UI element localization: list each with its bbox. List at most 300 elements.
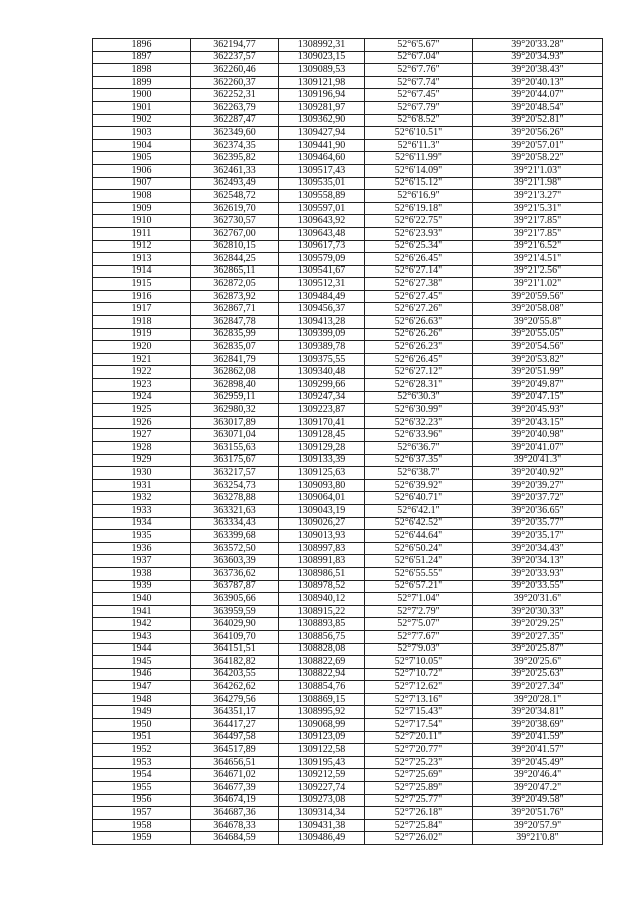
- x-coordinate-cell: 362862,08: [191, 366, 279, 379]
- latitude-cell: 52°7'12.62": [365, 681, 473, 694]
- x-coordinate-cell: 364656,51: [191, 756, 279, 769]
- latitude-cell: 52°7'25.84": [365, 819, 473, 832]
- y-coordinate-cell: 1309196,94: [279, 89, 365, 102]
- point-number-cell: 1918: [93, 316, 191, 329]
- x-coordinate-cell: 364517,89: [191, 744, 279, 757]
- point-number-cell: 1896: [93, 39, 191, 52]
- x-coordinate-cell: 362349,60: [191, 127, 279, 140]
- table-row: [93, 605, 603, 618]
- x-coordinate-cell: 363155,63: [191, 442, 279, 455]
- latitude-cell: 52°6'44.64": [365, 530, 473, 543]
- x-coordinate-cell: 362252,31: [191, 89, 279, 102]
- y-coordinate-cell: 1309227,74: [279, 782, 365, 795]
- table-row: [93, 164, 603, 177]
- table-row: [93, 190, 603, 203]
- longitude-cell: 39°20'40.13": [473, 76, 603, 89]
- longitude-cell: 39°20'53.82": [473, 353, 603, 366]
- table-row: [93, 693, 603, 706]
- y-coordinate-cell: 1309517,43: [279, 164, 365, 177]
- table-row: [93, 391, 603, 404]
- table-row: [93, 467, 603, 480]
- x-coordinate-cell: 363278,88: [191, 492, 279, 505]
- longitude-cell: 39°20'49.58": [473, 794, 603, 807]
- table-row: [93, 442, 603, 455]
- y-coordinate-cell: 1309128,45: [279, 429, 365, 442]
- table-row: [93, 202, 603, 215]
- longitude-cell: 39°20'35.17": [473, 530, 603, 543]
- x-coordinate-cell: 364671,02: [191, 769, 279, 782]
- latitude-cell: 52°6'8.52": [365, 114, 473, 127]
- y-coordinate-cell: 1309043,19: [279, 504, 365, 517]
- y-coordinate-cell: 1308828,08: [279, 643, 365, 656]
- x-coordinate-cell: 364029,90: [191, 618, 279, 631]
- y-coordinate-cell: 1309456,37: [279, 303, 365, 316]
- x-coordinate-cell: 362260,37: [191, 76, 279, 89]
- point-number-cell: 1942: [93, 618, 191, 631]
- point-number-cell: 1903: [93, 127, 191, 140]
- y-coordinate-cell: 1309441,90: [279, 139, 365, 152]
- x-coordinate-cell: 364279,56: [191, 693, 279, 706]
- latitude-cell: 52°6'11.3": [365, 139, 473, 152]
- latitude-cell: 52°6'7.04": [365, 51, 473, 64]
- y-coordinate-cell: 1309026,27: [279, 517, 365, 530]
- x-coordinate-cell: 362730,57: [191, 215, 279, 228]
- coordinates-table: [92, 38, 603, 845]
- x-coordinate-cell: 362847,78: [191, 316, 279, 329]
- latitude-cell: 52°7'7.67": [365, 630, 473, 643]
- x-coordinate-cell: 363321,63: [191, 504, 279, 517]
- longitude-cell: 39°21'6.52": [473, 240, 603, 253]
- x-coordinate-cell: 362287,47: [191, 114, 279, 127]
- table-row: [93, 429, 603, 442]
- y-coordinate-cell: 1309512,31: [279, 278, 365, 291]
- longitude-cell: 39°20'46.4": [473, 769, 603, 782]
- point-number-cell: 1946: [93, 668, 191, 681]
- latitude-cell: 52°7'15.43": [365, 706, 473, 719]
- latitude-cell: 52°6'30.99": [365, 404, 473, 417]
- table-row: [93, 353, 603, 366]
- longitude-cell: 39°20'29.25": [473, 618, 603, 631]
- longitude-cell: 39°20'58.22": [473, 152, 603, 165]
- x-coordinate-cell: 362260,46: [191, 64, 279, 77]
- table-row: [93, 253, 603, 266]
- table-row: [93, 819, 603, 832]
- x-coordinate-cell: 362395,82: [191, 152, 279, 165]
- latitude-cell: 52°6'23.93": [365, 227, 473, 240]
- latitude-cell: 52°6'15.12": [365, 177, 473, 190]
- longitude-cell: 39°21'7.85": [473, 215, 603, 228]
- point-number-cell: 1937: [93, 555, 191, 568]
- point-number-cell: 1928: [93, 442, 191, 455]
- table-row: [93, 542, 603, 555]
- latitude-cell: 52°7'2.79": [365, 605, 473, 618]
- x-coordinate-cell: 363787,87: [191, 580, 279, 593]
- x-coordinate-cell: 363959,59: [191, 605, 279, 618]
- point-number-cell: 1956: [93, 794, 191, 807]
- latitude-cell: 52°7'5.07": [365, 618, 473, 631]
- point-number-cell: 1924: [93, 391, 191, 404]
- longitude-cell: 39°20'27.35": [473, 630, 603, 643]
- x-coordinate-cell: 362835,99: [191, 328, 279, 341]
- latitude-cell: 52°6'42.52": [365, 517, 473, 530]
- longitude-cell: 39°20'48.54": [473, 101, 603, 114]
- latitude-cell: 52°6'10.51": [365, 127, 473, 140]
- x-coordinate-cell: 363217,57: [191, 467, 279, 480]
- y-coordinate-cell: 1309375,55: [279, 353, 365, 366]
- table-row: [93, 555, 603, 568]
- point-number-cell: 1952: [93, 744, 191, 757]
- x-coordinate-cell: 362980,32: [191, 404, 279, 417]
- point-number-cell: 1948: [93, 693, 191, 706]
- point-number-cell: 1897: [93, 51, 191, 64]
- y-coordinate-cell: 1309597,01: [279, 202, 365, 215]
- longitude-cell: 39°20'41.59": [473, 731, 603, 744]
- table-row: [93, 731, 603, 744]
- latitude-cell: 52°6'7.79": [365, 101, 473, 114]
- latitude-cell: 52°6'40.71": [365, 492, 473, 505]
- point-number-cell: 1934: [93, 517, 191, 530]
- table-row: [93, 504, 603, 517]
- point-number-cell: 1957: [93, 807, 191, 820]
- y-coordinate-cell: 1309013,93: [279, 530, 365, 543]
- y-coordinate-cell: 1308986,51: [279, 567, 365, 580]
- longitude-cell: 39°20'49.87": [473, 379, 603, 392]
- table-row: [93, 719, 603, 732]
- longitude-cell: 39°20'25.87": [473, 643, 603, 656]
- table-row: [93, 152, 603, 165]
- x-coordinate-cell: 362194,77: [191, 39, 279, 52]
- table-row: [93, 668, 603, 681]
- table-row: [93, 227, 603, 240]
- table-row: [93, 492, 603, 505]
- y-coordinate-cell: 1309431,38: [279, 819, 365, 832]
- latitude-cell: 52°7'10.72": [365, 668, 473, 681]
- x-coordinate-cell: 364262,62: [191, 681, 279, 694]
- longitude-cell: 39°20'27.34": [473, 681, 603, 694]
- latitude-cell: 52°7'10.05": [365, 656, 473, 669]
- x-coordinate-cell: 363572,50: [191, 542, 279, 555]
- point-number-cell: 1945: [93, 656, 191, 669]
- y-coordinate-cell: 1308854,76: [279, 681, 365, 694]
- y-coordinate-cell: 1309558,89: [279, 190, 365, 203]
- table-row: [93, 127, 603, 140]
- latitude-cell: 52°6'38.7": [365, 467, 473, 480]
- table-row: [93, 278, 603, 291]
- x-coordinate-cell: 363071,04: [191, 429, 279, 442]
- point-number-cell: 1908: [93, 190, 191, 203]
- x-coordinate-cell: 362865,11: [191, 265, 279, 278]
- y-coordinate-cell: 1309643,92: [279, 215, 365, 228]
- latitude-cell: 52°6'42.1": [365, 504, 473, 517]
- point-number-cell: 1926: [93, 416, 191, 429]
- latitude-cell: 52°6'25.34": [365, 240, 473, 253]
- latitude-cell: 52°7'25.23": [365, 756, 473, 769]
- point-number-cell: 1904: [93, 139, 191, 152]
- x-coordinate-cell: 362548,72: [191, 190, 279, 203]
- latitude-cell: 52°6'7.45": [365, 89, 473, 102]
- y-coordinate-cell: 1309195,43: [279, 756, 365, 769]
- coordinates-table-body: [93, 39, 603, 845]
- point-number-cell: 1909: [93, 202, 191, 215]
- point-number-cell: 1947: [93, 681, 191, 694]
- y-coordinate-cell: 1309122,58: [279, 744, 365, 757]
- latitude-cell: 52°6'51.24": [365, 555, 473, 568]
- x-coordinate-cell: 362844,25: [191, 253, 279, 266]
- point-number-cell: 1941: [93, 605, 191, 618]
- longitude-cell: 39°20'31.6": [473, 593, 603, 606]
- longitude-cell: 39°21'1.98": [473, 177, 603, 190]
- longitude-cell: 39°20'45.49": [473, 756, 603, 769]
- point-number-cell: 1927: [93, 429, 191, 442]
- point-number-cell: 1905: [93, 152, 191, 165]
- table-row: [93, 656, 603, 669]
- longitude-cell: 39°20'55.8": [473, 316, 603, 329]
- x-coordinate-cell: 362810,15: [191, 240, 279, 253]
- latitude-cell: 52°7'9.03": [365, 643, 473, 656]
- point-number-cell: 1915: [93, 278, 191, 291]
- y-coordinate-cell: 1309133,39: [279, 454, 365, 467]
- y-coordinate-cell: 1309535,01: [279, 177, 365, 190]
- point-number-cell: 1898: [93, 64, 191, 77]
- longitude-cell: 39°20'41.3": [473, 454, 603, 467]
- x-coordinate-cell: 364417,27: [191, 719, 279, 732]
- y-coordinate-cell: 1308997,83: [279, 542, 365, 555]
- longitude-cell: 39°20'47.2": [473, 782, 603, 795]
- longitude-cell: 39°20'51.99": [473, 366, 603, 379]
- y-coordinate-cell: 1308869,15: [279, 693, 365, 706]
- latitude-cell: 52°6'27.26": [365, 303, 473, 316]
- x-coordinate-cell: 363603,39: [191, 555, 279, 568]
- table-row: [93, 139, 603, 152]
- longitude-cell: 39°20'35.77": [473, 517, 603, 530]
- x-coordinate-cell: 364678,33: [191, 819, 279, 832]
- table-row: [93, 794, 603, 807]
- longitude-cell: 39°20'33.93": [473, 567, 603, 580]
- longitude-cell: 39°20'25.63": [473, 668, 603, 681]
- longitude-cell: 39°20'33.55": [473, 580, 603, 593]
- x-coordinate-cell: 363175,67: [191, 454, 279, 467]
- y-coordinate-cell: 1308940,12: [279, 593, 365, 606]
- table-row: [93, 215, 603, 228]
- point-number-cell: 1932: [93, 492, 191, 505]
- y-coordinate-cell: 1309281,97: [279, 101, 365, 114]
- point-number-cell: 1944: [93, 643, 191, 656]
- x-coordinate-cell: 364497,58: [191, 731, 279, 744]
- y-coordinate-cell: 1309170,41: [279, 416, 365, 429]
- x-coordinate-cell: 364351,17: [191, 706, 279, 719]
- x-coordinate-cell: 362841,79: [191, 353, 279, 366]
- y-coordinate-cell: 1308822,69: [279, 656, 365, 669]
- latitude-cell: 52°6'28.31": [365, 379, 473, 392]
- table-row: [93, 51, 603, 64]
- x-coordinate-cell: 364182,82: [191, 656, 279, 669]
- point-number-cell: 1955: [93, 782, 191, 795]
- latitude-cell: 52°7'20.11": [365, 731, 473, 744]
- point-number-cell: 1938: [93, 567, 191, 580]
- x-coordinate-cell: 362898,40: [191, 379, 279, 392]
- point-number-cell: 1950: [93, 719, 191, 732]
- latitude-cell: 52°6'27.45": [365, 290, 473, 303]
- table-row: [93, 643, 603, 656]
- point-number-cell: 1922: [93, 366, 191, 379]
- y-coordinate-cell: 1308893,85: [279, 618, 365, 631]
- table-row: [93, 64, 603, 77]
- latitude-cell: 52°6'26.26": [365, 328, 473, 341]
- point-number-cell: 1906: [93, 164, 191, 177]
- table-row: [93, 39, 603, 52]
- y-coordinate-cell: 1309093,80: [279, 479, 365, 492]
- y-coordinate-cell: 1309340,48: [279, 366, 365, 379]
- point-number-cell: 1913: [93, 253, 191, 266]
- table-row: [93, 404, 603, 417]
- x-coordinate-cell: 362461,33: [191, 164, 279, 177]
- longitude-cell: 39°20'40.92": [473, 467, 603, 480]
- x-coordinate-cell: 364203,55: [191, 668, 279, 681]
- point-number-cell: 1916: [93, 290, 191, 303]
- y-coordinate-cell: 1309541,67: [279, 265, 365, 278]
- longitude-cell: 39°20'38.43": [473, 64, 603, 77]
- y-coordinate-cell: 1309314,34: [279, 807, 365, 820]
- y-coordinate-cell: 1309089,53: [279, 64, 365, 77]
- latitude-cell: 52°7'20.77": [365, 744, 473, 757]
- y-coordinate-cell: 1308995,92: [279, 706, 365, 719]
- latitude-cell: 52°6'11.99": [365, 152, 473, 165]
- point-number-cell: 1920: [93, 341, 191, 354]
- x-coordinate-cell: 362374,35: [191, 139, 279, 152]
- longitude-cell: 39°20'34.81": [473, 706, 603, 719]
- y-coordinate-cell: 1308992,31: [279, 39, 365, 52]
- table-row: [93, 240, 603, 253]
- y-coordinate-cell: 1309299,66: [279, 379, 365, 392]
- latitude-cell: 52°6'26.45": [365, 353, 473, 366]
- longitude-cell: 39°20'57.9": [473, 819, 603, 832]
- latitude-cell: 52°7'13.16": [365, 693, 473, 706]
- x-coordinate-cell: 362767,00: [191, 227, 279, 240]
- latitude-cell: 52°7'25.77": [365, 794, 473, 807]
- table-row: [93, 316, 603, 329]
- longitude-cell: 39°20'34.43": [473, 542, 603, 555]
- point-number-cell: 1930: [93, 467, 191, 480]
- latitude-cell: 52°6'50.24": [365, 542, 473, 555]
- longitude-cell: 39°20'45.93": [473, 404, 603, 417]
- point-number-cell: 1936: [93, 542, 191, 555]
- table-row: [93, 303, 603, 316]
- table-row: [93, 681, 603, 694]
- point-number-cell: 1914: [93, 265, 191, 278]
- y-coordinate-cell: 1308991,83: [279, 555, 365, 568]
- y-coordinate-cell: 1309068,99: [279, 719, 365, 732]
- table-row: [93, 706, 603, 719]
- x-coordinate-cell: 364684,59: [191, 832, 279, 845]
- latitude-cell: 52°6'57.21": [365, 580, 473, 593]
- table-row: [93, 341, 603, 354]
- table-row: [93, 832, 603, 845]
- longitude-cell: 39°21'2.56": [473, 265, 603, 278]
- table-row: [93, 618, 603, 631]
- latitude-cell: 52°6'30.3": [365, 391, 473, 404]
- longitude-cell: 39°20'37.72": [473, 492, 603, 505]
- y-coordinate-cell: 1309273,08: [279, 794, 365, 807]
- x-coordinate-cell: 364151,51: [191, 643, 279, 656]
- y-coordinate-cell: 1308822,94: [279, 668, 365, 681]
- longitude-cell: 39°20'52.81": [473, 114, 603, 127]
- longitude-cell: 39°20'36.65": [473, 504, 603, 517]
- longitude-cell: 39°21'1.02": [473, 278, 603, 291]
- table-row: [93, 114, 603, 127]
- x-coordinate-cell: 362867,71: [191, 303, 279, 316]
- point-number-cell: 1921: [93, 353, 191, 366]
- longitude-cell: 39°20'33.28": [473, 39, 603, 52]
- longitude-cell: 39°20'30.33": [473, 605, 603, 618]
- longitude-cell: 39°20'38.69": [473, 719, 603, 732]
- point-number-cell: 1923: [93, 379, 191, 392]
- longitude-cell: 39°20'44.07": [473, 89, 603, 102]
- longitude-cell: 39°20'59.56": [473, 290, 603, 303]
- table-row: [93, 76, 603, 89]
- x-coordinate-cell: 364109,70: [191, 630, 279, 643]
- latitude-cell: 52°6'14.09": [365, 164, 473, 177]
- point-number-cell: 1925: [93, 404, 191, 417]
- y-coordinate-cell: 1309064,01: [279, 492, 365, 505]
- y-coordinate-cell: 1309413,28: [279, 316, 365, 329]
- latitude-cell: 52°6'26.45": [365, 253, 473, 266]
- y-coordinate-cell: 1309247,34: [279, 391, 365, 404]
- point-number-cell: 1929: [93, 454, 191, 467]
- x-coordinate-cell: 363334,43: [191, 517, 279, 530]
- y-coordinate-cell: 1309617,73: [279, 240, 365, 253]
- longitude-cell: 39°20'41.57": [473, 744, 603, 757]
- x-coordinate-cell: 362619,70: [191, 202, 279, 215]
- latitude-cell: 52°7'1.04": [365, 593, 473, 606]
- latitude-cell: 52°6'27.12": [365, 366, 473, 379]
- table-row: [93, 89, 603, 102]
- x-coordinate-cell: 362835,07: [191, 341, 279, 354]
- x-coordinate-cell: 362237,57: [191, 51, 279, 64]
- point-number-cell: 1931: [93, 479, 191, 492]
- point-number-cell: 1959: [93, 832, 191, 845]
- y-coordinate-cell: 1308978,52: [279, 580, 365, 593]
- longitude-cell: 39°21'3.27": [473, 190, 603, 203]
- point-number-cell: 1919: [93, 328, 191, 341]
- latitude-cell: 52°6'26.63": [365, 316, 473, 329]
- latitude-cell: 52°6'26.23": [365, 341, 473, 354]
- latitude-cell: 52°6'19.18": [365, 202, 473, 215]
- y-coordinate-cell: 1309125,63: [279, 467, 365, 480]
- latitude-cell: 52°7'17.54": [365, 719, 473, 732]
- point-number-cell: 1910: [93, 215, 191, 228]
- point-number-cell: 1940: [93, 593, 191, 606]
- point-number-cell: 1917: [93, 303, 191, 316]
- point-number-cell: 1943: [93, 630, 191, 643]
- longitude-cell: 39°20'56.26": [473, 127, 603, 140]
- y-coordinate-cell: 1309579,09: [279, 253, 365, 266]
- table-row: [93, 782, 603, 795]
- y-coordinate-cell: 1308856,75: [279, 630, 365, 643]
- point-number-cell: 1899: [93, 76, 191, 89]
- point-number-cell: 1902: [93, 114, 191, 127]
- y-coordinate-cell: 1309643,48: [279, 227, 365, 240]
- x-coordinate-cell: 362873,92: [191, 290, 279, 303]
- point-number-cell: 1900: [93, 89, 191, 102]
- x-coordinate-cell: 362959,11: [191, 391, 279, 404]
- y-coordinate-cell: 1309399,09: [279, 328, 365, 341]
- x-coordinate-cell: 364687,36: [191, 807, 279, 820]
- x-coordinate-cell: 364677,39: [191, 782, 279, 795]
- latitude-cell: 52°7'26.18": [365, 807, 473, 820]
- table-row: [93, 265, 603, 278]
- latitude-cell: 52°6'16.9": [365, 190, 473, 203]
- y-coordinate-cell: 1309129,28: [279, 442, 365, 455]
